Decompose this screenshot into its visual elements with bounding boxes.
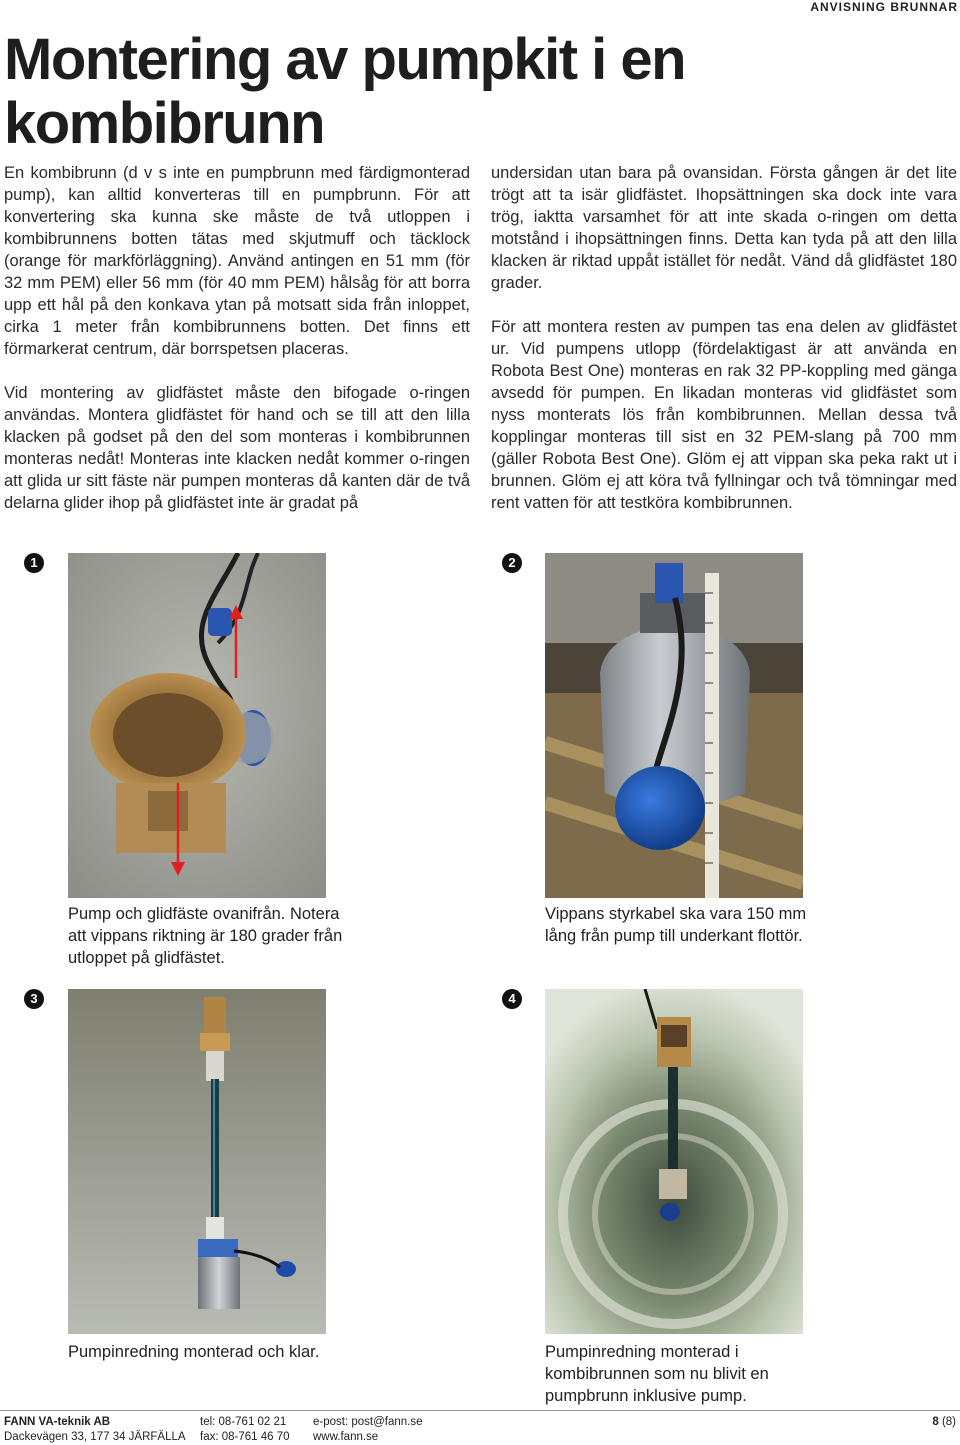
figure-caption-2: Vippans styrkabel ska vara 150 mm lång från pump till underkant flottör. — [545, 905, 807, 945]
footer-phone — [200, 1415, 290, 1445]
figure-number-3: 3 — [24, 989, 44, 1009]
body-paragraph: För att montera resten av pumpen tas ena delen av glidfästet ur. Vid pumpens utlopp (fördelaktigast är att använda en Robota Best One) monteras en rak 32 PP-koppling med gänga avsedd för pumpen. En likadan monteras vid glidfästet som nyss monterats lös från kombibrunnen. Mellan dessa två kopplingar monteras till sist en 32 PEM-slang på 700 mm (gäller Robota Best One). Glöm ej att vippan ska peka rakt ut i brunnen. Glöm ej att köra två fyllningar och två tömningar med rent vatten för att testköra kombibrunnen. — [491, 318, 957, 512]
photo-pump-float-switch — [545, 553, 803, 898]
page-title: Montering av pumpkit i en kombibrunn — [4, 27, 686, 156]
photo-pump-top-view — [68, 553, 326, 898]
figure-caption-1: Pump och glidfäste ovanifrån. Notera att vippans riktning är 180 grader från utloppet på glidfästet. — [68, 905, 343, 967]
figure-number-4: 4 — [502, 989, 522, 1009]
photo-pump-in-well — [545, 989, 803, 1334]
footer-company — [4, 1415, 186, 1445]
body-paragraph: En kombibrunn (d v s inte en pumpbrunn med färdigmonterad pump), kan alltid konverteras till en pumpbrunn. För att konvertering ska kunna ske måste de två utloppen i kombibrunnens botten tätas med skjutmuff och täcklock (orange för markförläggning). Använd antingen en 51 mm (för 32 mm PEM) eller 56 mm (för 40 mm PEM) hålsåg för att borra upp ett hål på den konkava ytan på motsatt sida från inloppet, cirka 1 meter från kombibrunnens botten. Det finns ett förmarkerat centrum, där borrspetsen placeras. — [4, 164, 470, 358]
phone-number: tel: 08-761 02 21 — [200, 1416, 287, 1428]
fax-number: fax: 08-761 46 70 — [200, 1431, 290, 1443]
footer-divider — [0, 1410, 960, 1411]
figure-number-2: 2 — [502, 553, 522, 573]
company-name: FANN VA-teknik AB — [4, 1416, 111, 1428]
figure-caption-4: Pumpinredning monterad i kombibrunnen som nu blivit en pumpbrunn inklusive pump. — [545, 1343, 769, 1405]
website-link[interactable]: www.fann.se — [313, 1431, 379, 1443]
page-current: 8 — [932, 1416, 939, 1428]
footer-contact — [313, 1415, 423, 1445]
body-paragraph: Vid montering av glidfästet måste den bifogade o-ringen användas. Montera glidfästet för hand och se till att den lilla klacken på godset på den del som monteras i kombibrunnen monteras nedåt! Monteras inte klacken nedåt kommer o-ringen att glida ur sitt fäste när pumpen monteras då kanten där de två delarna glider ihop på glidfästet inte är gradat på — [4, 384, 470, 512]
section-label: ANVISNING BRUNNAR — [810, 0, 958, 14]
email-link[interactable]: e-post: post@fann.se — [313, 1416, 423, 1428]
body-column-right — [491, 162, 957, 536]
figure-number-1: 1 — [24, 553, 44, 573]
body-paragraph: undersidan utan bara på ovansidan. Första gången är det lite trögt att ta isär glidfästet. Ihopsättningen ska dock inte vara trög, iaktta varsamhet för att inte skada o-ringen om detta motstånd i ihopsättningen finns. Detta kan tyda på att den lilla klacken är riktad uppåt istället för nedåt. Vänd då glidfästet 180 grader. — [491, 164, 957, 292]
company-address: Dackevägen 33, 177 34 JÄRFÄLLA — [4, 1431, 186, 1443]
page-total: (8) — [941, 1416, 956, 1428]
body-column-left — [4, 162, 470, 536]
page-number — [932, 1415, 956, 1430]
figure-caption-3: Pumpinredning monterad och klar. — [68, 1343, 320, 1361]
photo-pump-assembly — [68, 989, 326, 1334]
